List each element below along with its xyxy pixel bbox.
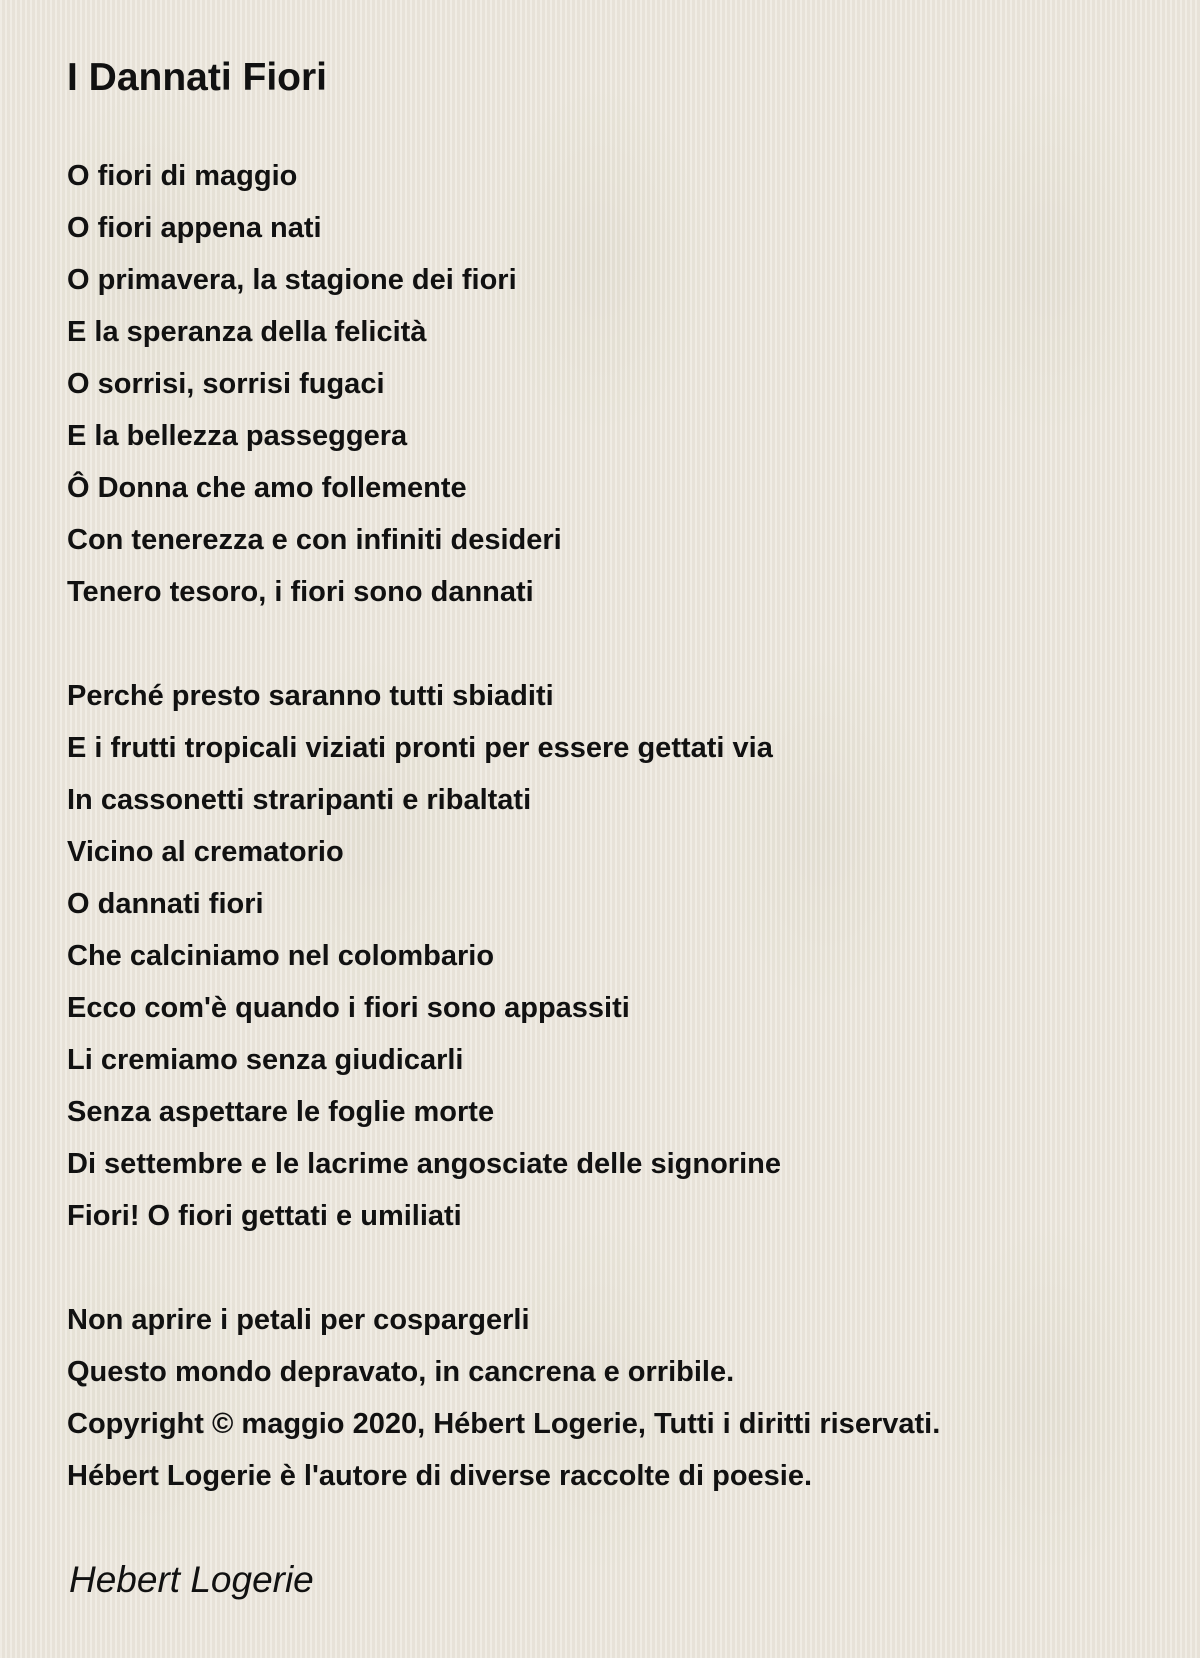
verse-line: O dannati fiori <box>67 888 264 920</box>
poem-body <box>67 150 940 1502</box>
verse-line: Fiori! O fiori gettati e umiliati <box>67 1200 462 1232</box>
verse-line: Con tenerezza e con infiniti desideri <box>67 524 562 556</box>
verse-line: E la bellezza passeggera <box>67 420 408 452</box>
verse-line: Non aprire i petali per cospargerli <box>67 1304 530 1336</box>
verse-line: O fiori appena nati <box>67 212 322 244</box>
verse-line: O fiori di maggio <box>67 160 298 192</box>
verse-line: Questo mondo depravato, in cancrena e orribile. <box>67 1356 735 1388</box>
verse-line: Di settembre e le lacrime angosciate delle signorine <box>67 1148 781 1180</box>
verse-line: In cassonetti straripanti e ribaltati <box>67 784 532 816</box>
verse-line: Che calciniamo nel colombario <box>67 940 495 972</box>
verse-line: Li cremiamo senza giudicarli <box>67 1044 464 1076</box>
author-signature: Hebert Logerie <box>69 1559 314 1600</box>
copyright-line: Copyright © maggio 2020, Hébert Logerie, Tutti i diritti riservati. <box>67 1408 941 1440</box>
verse-line: E i frutti tropicali viziati pronti per essere gettati via <box>67 732 773 764</box>
author-note-line: Hébert Logerie è l'autore di diverse raccolte di poesie. <box>67 1460 813 1492</box>
verse-line: E la speranza della felicità <box>67 316 427 348</box>
stanza-1 <box>67 150 940 618</box>
verse-line: Tenero tesoro, i fiori sono dannati <box>67 576 534 608</box>
verse-line: Ecco com'è quando i fiori sono appassiti <box>67 992 630 1024</box>
stanza-3 <box>67 1294 940 1502</box>
verse-line: Senza aspettare le foglie morte <box>67 1096 495 1128</box>
verse-line: Vicino al crematorio <box>67 836 344 868</box>
verse-line: O sorrisi, sorrisi fugaci <box>67 368 385 400</box>
poem-title: I Dannati Fiori <box>67 56 328 99</box>
verse-line: Ô Donna che amo follemente <box>67 472 467 504</box>
stanza-2 <box>67 670 940 1242</box>
verse-line: Perché presto saranno tutti sbiaditi <box>67 680 554 712</box>
verse-line: O primavera, la stagione dei fiori <box>67 264 517 296</box>
